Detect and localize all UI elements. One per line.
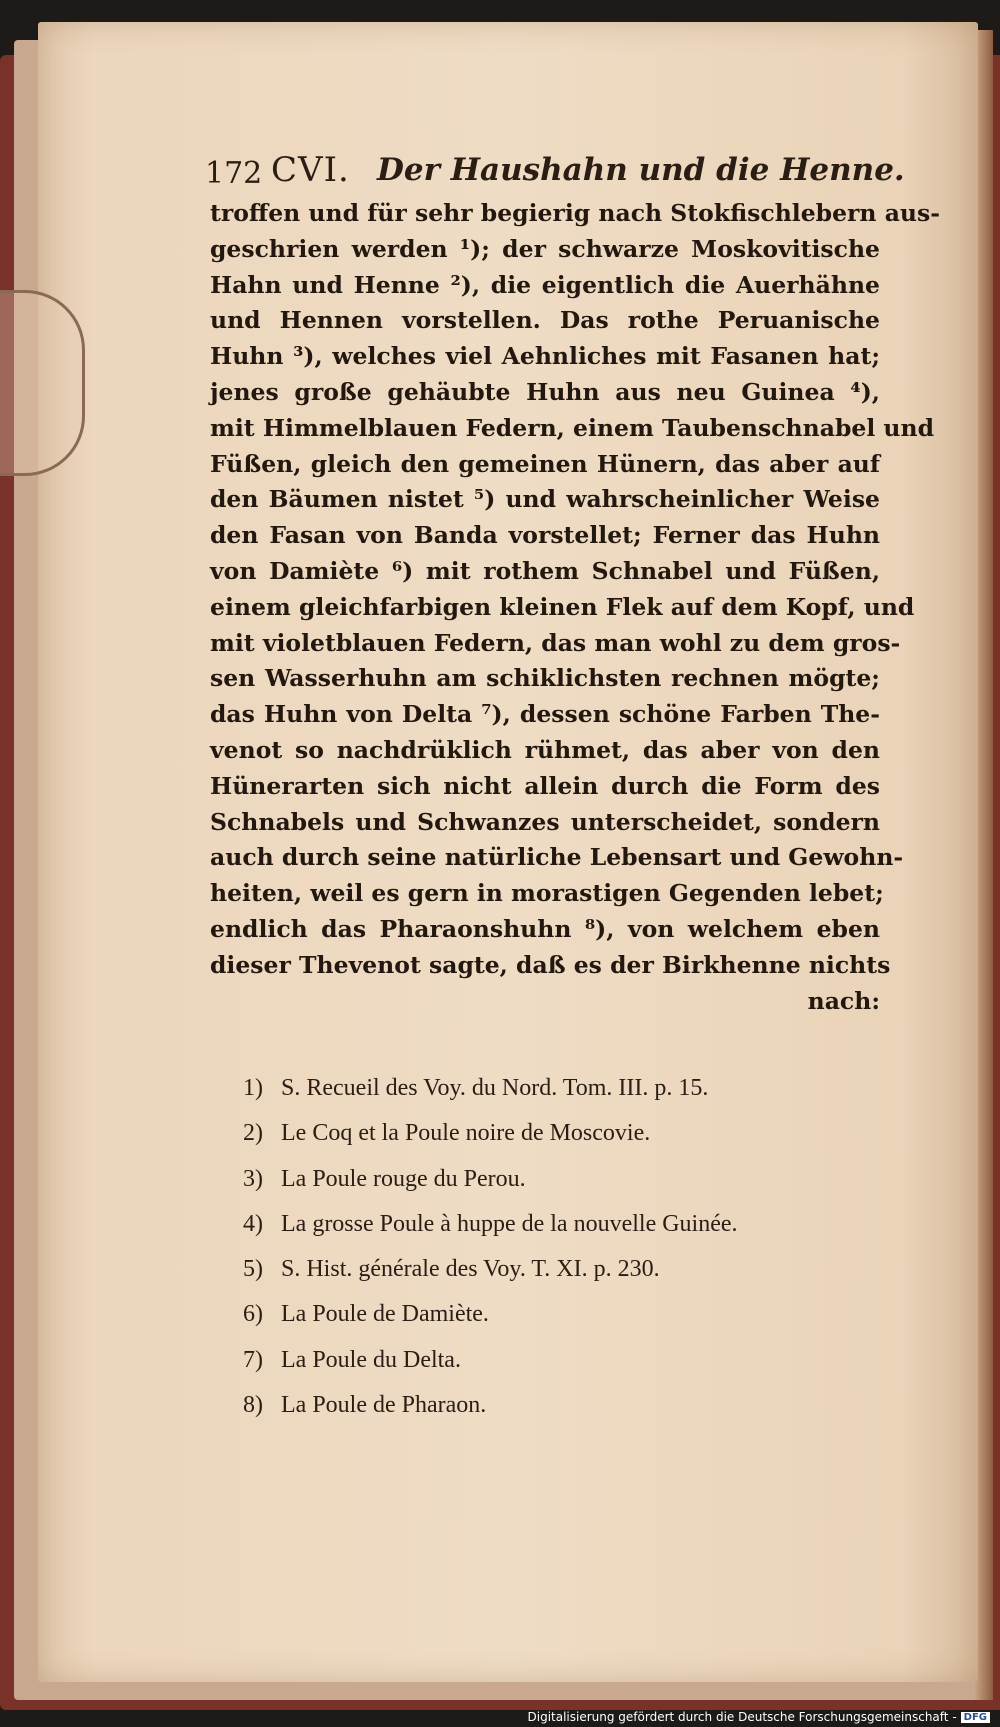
- page-number: 172: [205, 156, 263, 191]
- text-line: troffen und für sehr begierig nach Stokfischlebern aus-: [210, 199, 940, 227]
- text-line: geschrien werden ¹); der schwarze Moskovitische: [210, 234, 880, 263]
- footnote-text: Le Coq et la Poule noire de Moscovie.: [281, 1120, 651, 1147]
- footnote-number: 6): [243, 1301, 263, 1328]
- text-line: Schnabels und Schwanzes unterscheidet, sondern: [210, 807, 880, 836]
- footnote: [243, 1166, 883, 1211]
- text-line: und Hennen vorstellen. Das rothe Peruanische: [210, 306, 880, 335]
- text-line: von Damiète ⁶) mit rothem Schnabel und Füßen,: [210, 556, 880, 585]
- footnote-text: S. Hist. générale des Voy. T. XI. p. 230.: [281, 1256, 660, 1283]
- credit-text: Digitalisierung gefördert durch die Deutsche Forschungsgemeinschaft -: [527, 1710, 957, 1724]
- catchword: nach:: [807, 986, 880, 1015]
- footnote-text: La grosse Poule à huppe de la nouvelle Guinée.: [281, 1210, 738, 1237]
- text-line: venot so nachdrüklich rühmet, das aber von den: [210, 735, 880, 764]
- body-text: [210, 196, 940, 1019]
- footnote: [243, 1256, 883, 1301]
- footnote-number: 7): [243, 1346, 263, 1373]
- footnote-number: 4): [243, 1210, 263, 1237]
- text-line: auch durch seine natürliche Lebensart und Gewohn-: [210, 843, 904, 872]
- text-line: Hünerarten sich nicht allein durch die Form des: [210, 771, 880, 800]
- chapter-number: CVI.: [271, 150, 350, 190]
- footnote-number: 8): [243, 1392, 263, 1419]
- text-line: das Huhn von Delta ⁷), dessen schöne Farben The-: [210, 700, 880, 729]
- footnote-number: 3): [243, 1165, 263, 1192]
- text-line: Füßen, gleich den gemeinen Hünern, das aber auf: [210, 449, 880, 478]
- footnote: [243, 1392, 883, 1437]
- dfg-logo-icon: DFG: [961, 1712, 990, 1723]
- footnote-text: S. Recueil des Voy. du Nord. Tom. III. p. 15.: [281, 1075, 709, 1101]
- text-line: den Bäumen nistet ⁵) und wahrscheinlicher Weise: [210, 485, 880, 514]
- text-line: Hahn und Henne ²), die eigentlich die Auerhähne: [210, 270, 880, 299]
- footnote-number: 5): [243, 1256, 263, 1283]
- footnote-text: La Poule rouge du Perou.: [281, 1165, 526, 1192]
- footnote-text: La Poule du Delta.: [281, 1346, 461, 1373]
- text-line: sen Wasserhuhn am schiklichsten rechnen mögte;: [210, 664, 880, 693]
- footnote: [243, 1075, 883, 1120]
- running-title: Der Haushahn und die Henne.: [377, 152, 905, 188]
- text-line: dieser Thevenot sagte, daß es der Birkhenne nichts: [210, 950, 891, 979]
- footnote-text: La Poule de Damiète.: [281, 1301, 489, 1328]
- footnote-number: 1): [243, 1075, 263, 1101]
- footnote: [243, 1120, 883, 1165]
- footnote: [243, 1211, 883, 1256]
- text-line: mit Himmelblauen Federn, einem Taubenschnabel und: [210, 413, 935, 442]
- footnotes: [243, 1075, 883, 1437]
- text-line: einem gleichfarbigen kleinen Flek auf dem Kopf, und: [210, 592, 915, 621]
- running-header: [205, 148, 905, 196]
- text-line: Huhn ³), welches viel Aehnliches mit Fasanen hat;: [210, 342, 880, 371]
- text-line: jenes große gehäubte Huhn aus neu Guinea ⁴),: [210, 377, 880, 406]
- footnote-text: La Poule de Pharaon.: [281, 1392, 487, 1419]
- footnote: [243, 1301, 883, 1346]
- text-line: mit violetblauen Federn, das man wohl zu dem gros-: [210, 628, 901, 657]
- text-line: heiten, weil es gern in morastigen Gegenden lebet;: [210, 879, 884, 908]
- text-line: endlich das Pharaonshuhn ⁸), von welchem eben: [210, 914, 880, 943]
- footnote: [243, 1347, 883, 1392]
- footnote-number: 2): [243, 1120, 263, 1147]
- digitization-credit: [528, 1710, 991, 1724]
- bookmark-ribbon: [0, 290, 85, 476]
- text-line: den Fasan von Banda vorstellet; Ferner das Huhn: [210, 521, 880, 550]
